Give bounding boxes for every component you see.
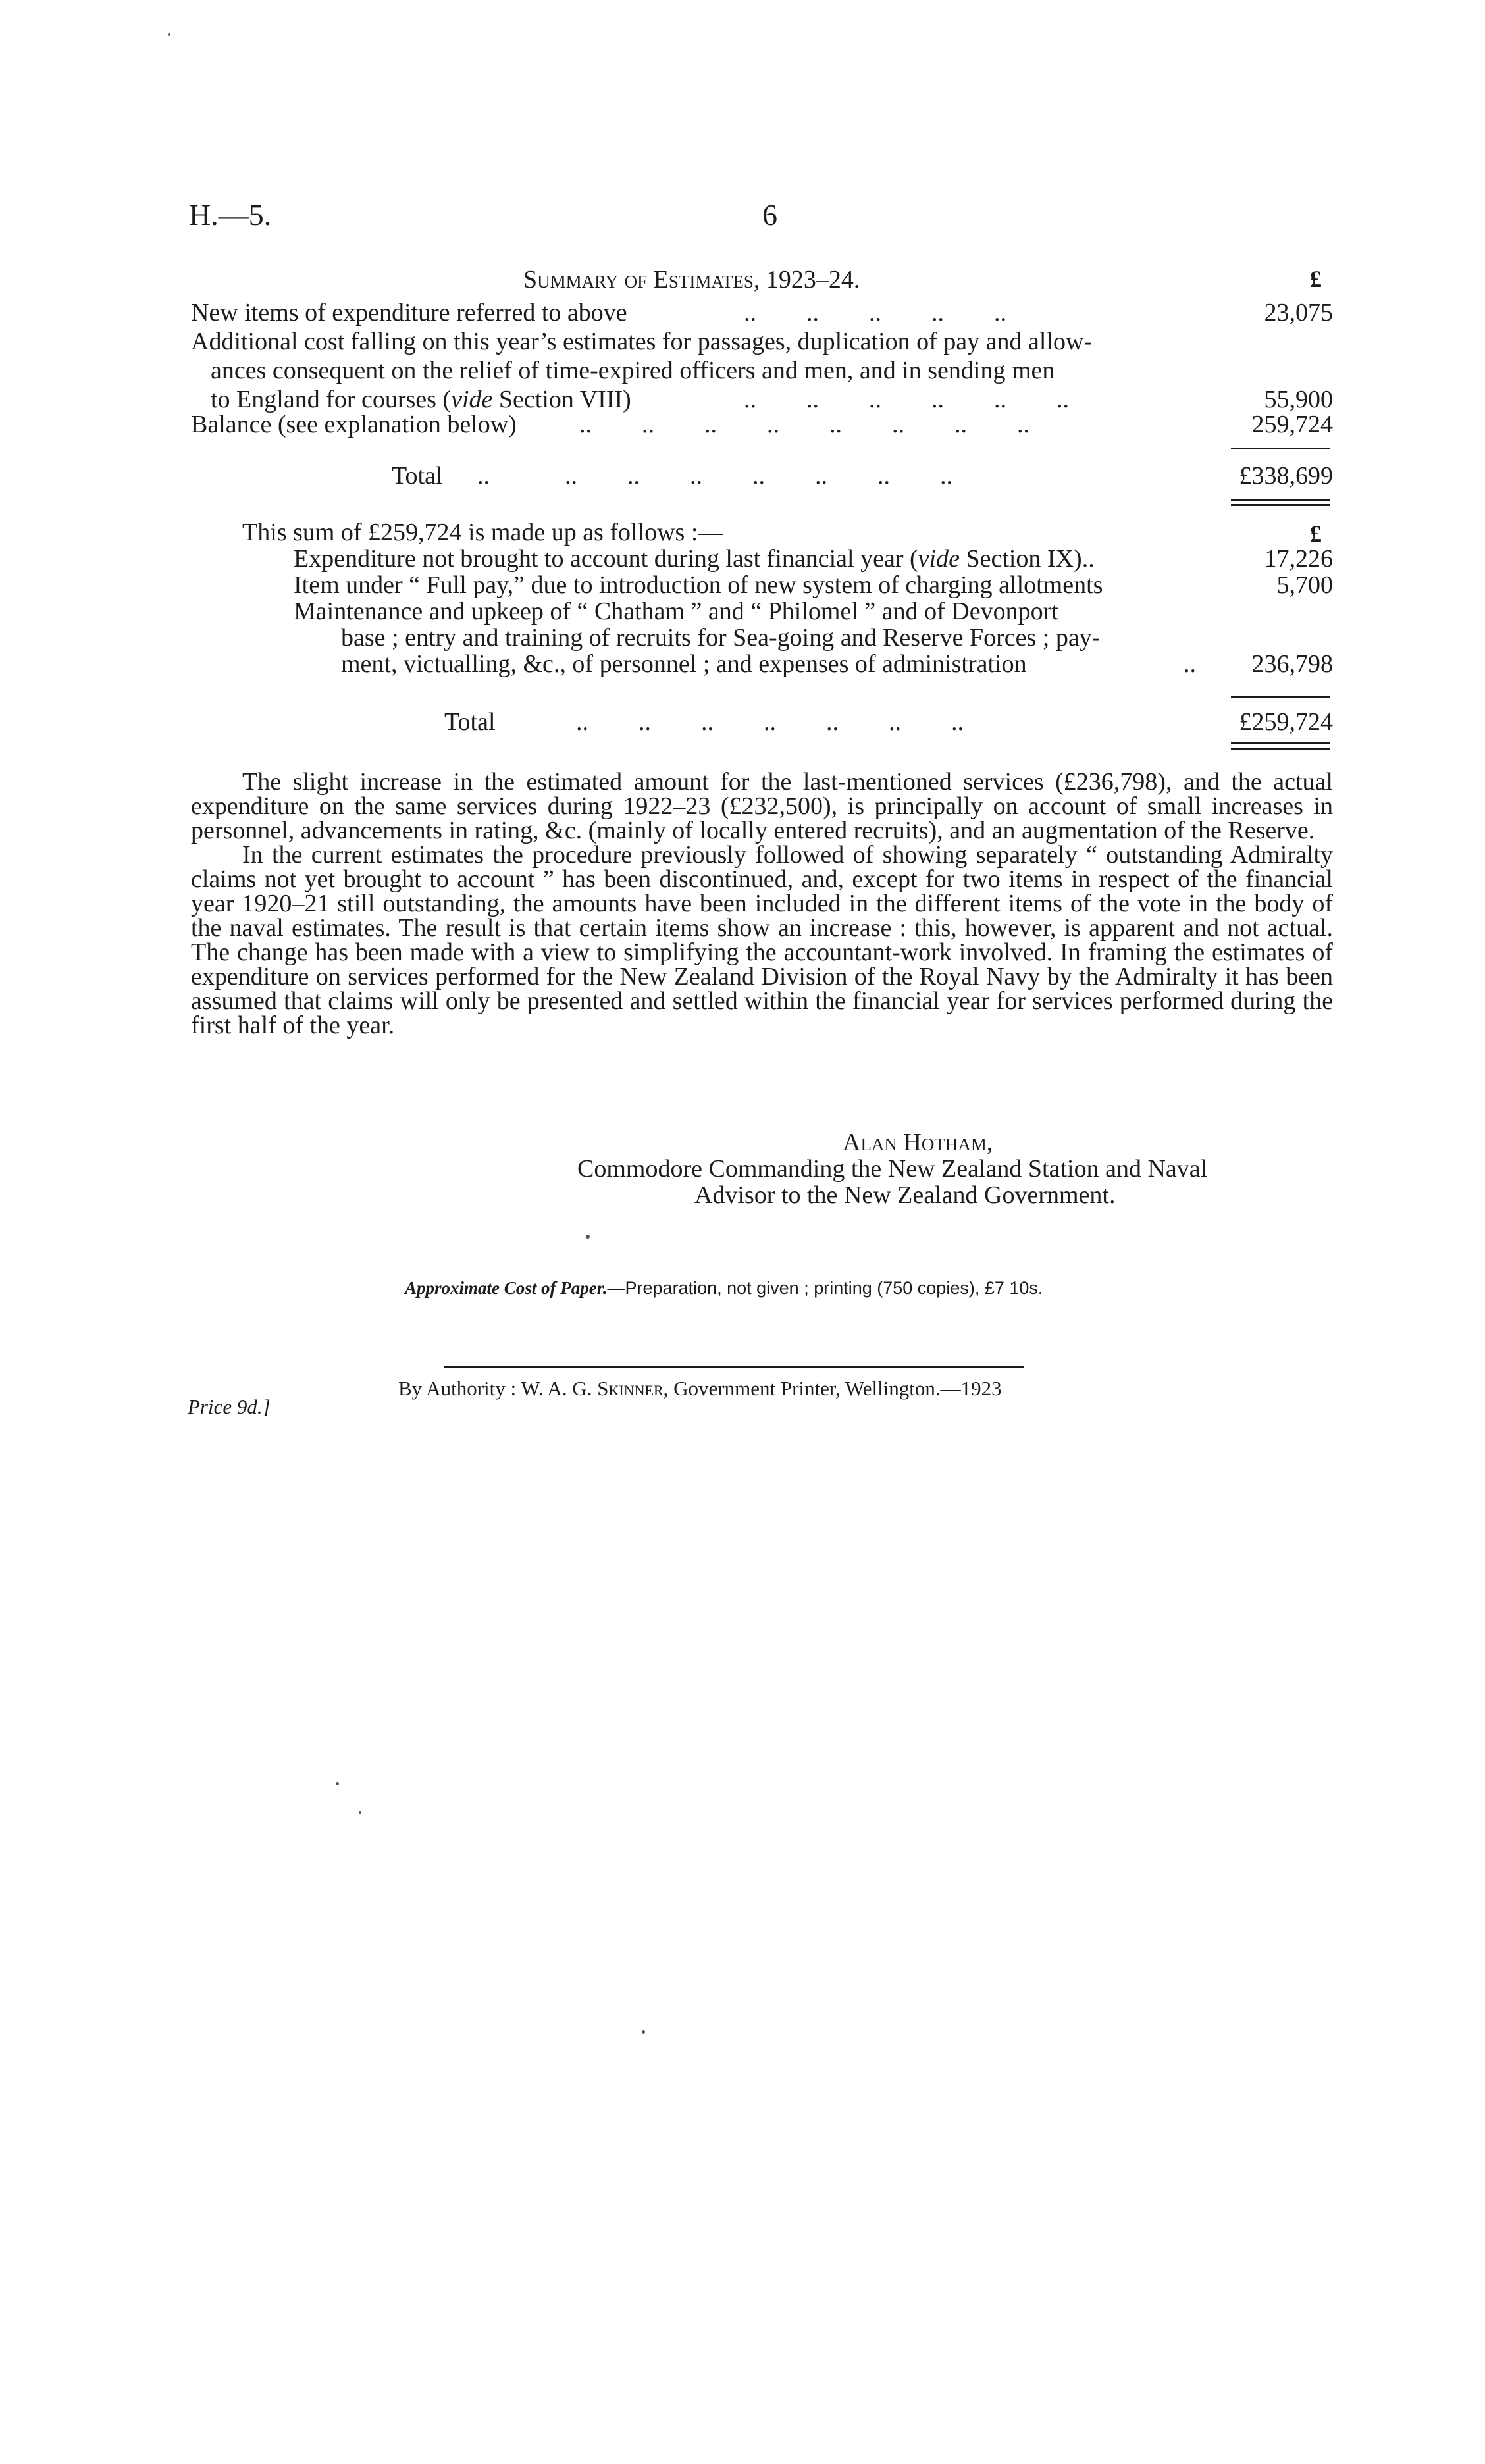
speck-mark [586, 1235, 590, 1239]
summary-amount-additional: 55,900 [1264, 386, 1333, 413]
paragraph-procedure: In the current estimates the procedure previously followed of showing separately “ outstanding Admiralty claims not yet brought to account ” has been discontinued, and, except for two items in respect of the financial year 1920–21 still outstanding, the amounts have been included in the different items of the vote in the body of the naval estimates. The result is that certain items show an increase : this, however, is apparent and not actual. The change has been made with a view to simplifying the accountant-work involved. In framing the estimates of expenditure on services performed for the New Zealand Division of the Royal Navy by the Admiralty it has been assumed that claims will only be presented and settled within the financial year for services performed during the first half of the year. [191, 841, 1333, 1039]
breakdown-item-text: ment, victualling, &c., of personnel ; and expenses of administration [341, 650, 1027, 678]
summary-row-additional-line1: Additional cost falling on this year’s estimates for passages, duplication of pay and allow- [191, 328, 1093, 355]
document-reference: H.—5. [189, 198, 272, 232]
breakdown-total-label: Total [444, 708, 496, 736]
breakdown-item-maintenance-line2: base ; entry and training of recruits for Sea-going and Reserve Forces ; pay- [341, 624, 1101, 652]
breakdown-item-maintenance-line1: Maintenance and upkeep of “ Chatham ” and “ Philomel ” and of Devonport [294, 598, 1058, 625]
breakdown-currency-header: £ [1310, 521, 1322, 547]
summary-row-additional-line2: ances consequent on the relief of time-expired officers and men, and in sending men [211, 357, 1055, 384]
breakdown-item-text: Section IX) [959, 545, 1082, 573]
signature-name: Alan Hotham, [843, 1129, 993, 1156]
breakdown-item-maintenance-line3: ment, victualling, &c., of personnel ; and expenses of administration .. [341, 650, 1196, 678]
speck-mark [642, 2030, 645, 2034]
breakdown-amount-full-pay: 5,700 [1276, 571, 1333, 599]
signature-title-line1: Commodore Commanding the New Zealand Station and Naval [577, 1155, 1208, 1183]
paragraph-increase: The slight increase in the estimated amount for the last-mentioned services (£236,798), and the actual expenditure on the same services during 1922–23 (£232,500), is principally on account of small increases in personnel, advancements in rating, &c. (mainly of locally entered recruits), and an augmentation of the Reserve. [191, 768, 1333, 844]
summary-row-additional-line3: to England for courses (vide Section VIII) .. .. .. .. .. .. [211, 386, 1069, 413]
authority-line [398, 1377, 1002, 1400]
page-number: 6 [762, 198, 777, 232]
summary-row-text: New items of expenditure referred to above [191, 299, 627, 326]
speck-mark [359, 1811, 361, 1814]
price-note: Price 9d.] [188, 1395, 271, 1418]
breakdown-amount-expenditure: 17,226 [1264, 545, 1333, 573]
paper-cost-note [405, 1278, 1043, 1298]
breakdown-total-double-rule-top [1231, 742, 1330, 744]
breakdown-total-amount: £259,724 [1239, 708, 1333, 736]
summary-row-new-items: New items of expenditure referred to above .. .. .. .. .. [191, 299, 1006, 326]
summary-amount-balance: 259,724 [1251, 411, 1333, 438]
summary-total-amount: £338,699 [1239, 462, 1333, 490]
summary-subtotal-rule [1231, 448, 1330, 449]
summary-row-balance: Balance (see explanation below) .. .. .. .. .. .. .. .. [191, 411, 1029, 438]
paper-cost-text: —Preparation, not given ; printing (750 copies), £7 10s. [607, 1278, 1043, 1298]
signature-title-line2: Advisor to the New Zealand Government. [694, 1181, 1116, 1209]
breakdown-subtotal-rule [1231, 696, 1330, 698]
vide-italic: vide [918, 545, 960, 573]
breakdown-total-row: Total .. .. .. .. .. .. .. [444, 708, 964, 736]
footer-rule [444, 1366, 1024, 1368]
speck-mark [168, 33, 170, 36]
vide-italic: vide [451, 386, 493, 413]
authority-text: By Authority : W. A. G. [398, 1377, 598, 1400]
summary-row-text: to England for courses ( [211, 386, 452, 413]
summary-row-text: Section VIII) [492, 386, 631, 413]
paper-cost-label: Approximate Cost of Paper. [405, 1278, 608, 1298]
printer-name: Skinner [597, 1377, 664, 1400]
breakdown-item-full-pay: Item under “ Full pay,” due to introduction of new system of charging allotments [294, 571, 1103, 599]
breakdown-item-text: Expenditure not brought to account during last financial year ( [294, 545, 918, 573]
summary-total-double-rule-bottom [1231, 504, 1330, 506]
summary-currency-header: £ [1310, 266, 1322, 292]
breakdown-amount-maintenance: 236,798 [1251, 650, 1333, 678]
summary-total-row: Total .. .. .. .. .. .. .. .. [392, 462, 952, 490]
speck-mark [336, 1782, 339, 1785]
breakdown-total-double-rule-bottom [1231, 748, 1330, 750]
breakdown-item-expenditure: Expenditure not brought to account during last financial year (vide Section IX).. [294, 545, 1095, 573]
summary-amount-new-items: 23,075 [1264, 299, 1333, 326]
breakdown-intro: This sum of £259,724 is made up as follows :— [242, 519, 723, 546]
summary-title: Summary of Estimates, 1923–24. [523, 266, 860, 294]
summary-total-double-rule-top [1231, 499, 1330, 501]
summary-row-text: Balance (see explanation below) [191, 411, 517, 438]
summary-total-label: Total [392, 462, 443, 490]
authority-text: , Government Printer, Wellington.—1923 [663, 1377, 1002, 1400]
body-text [191, 770, 1333, 1038]
